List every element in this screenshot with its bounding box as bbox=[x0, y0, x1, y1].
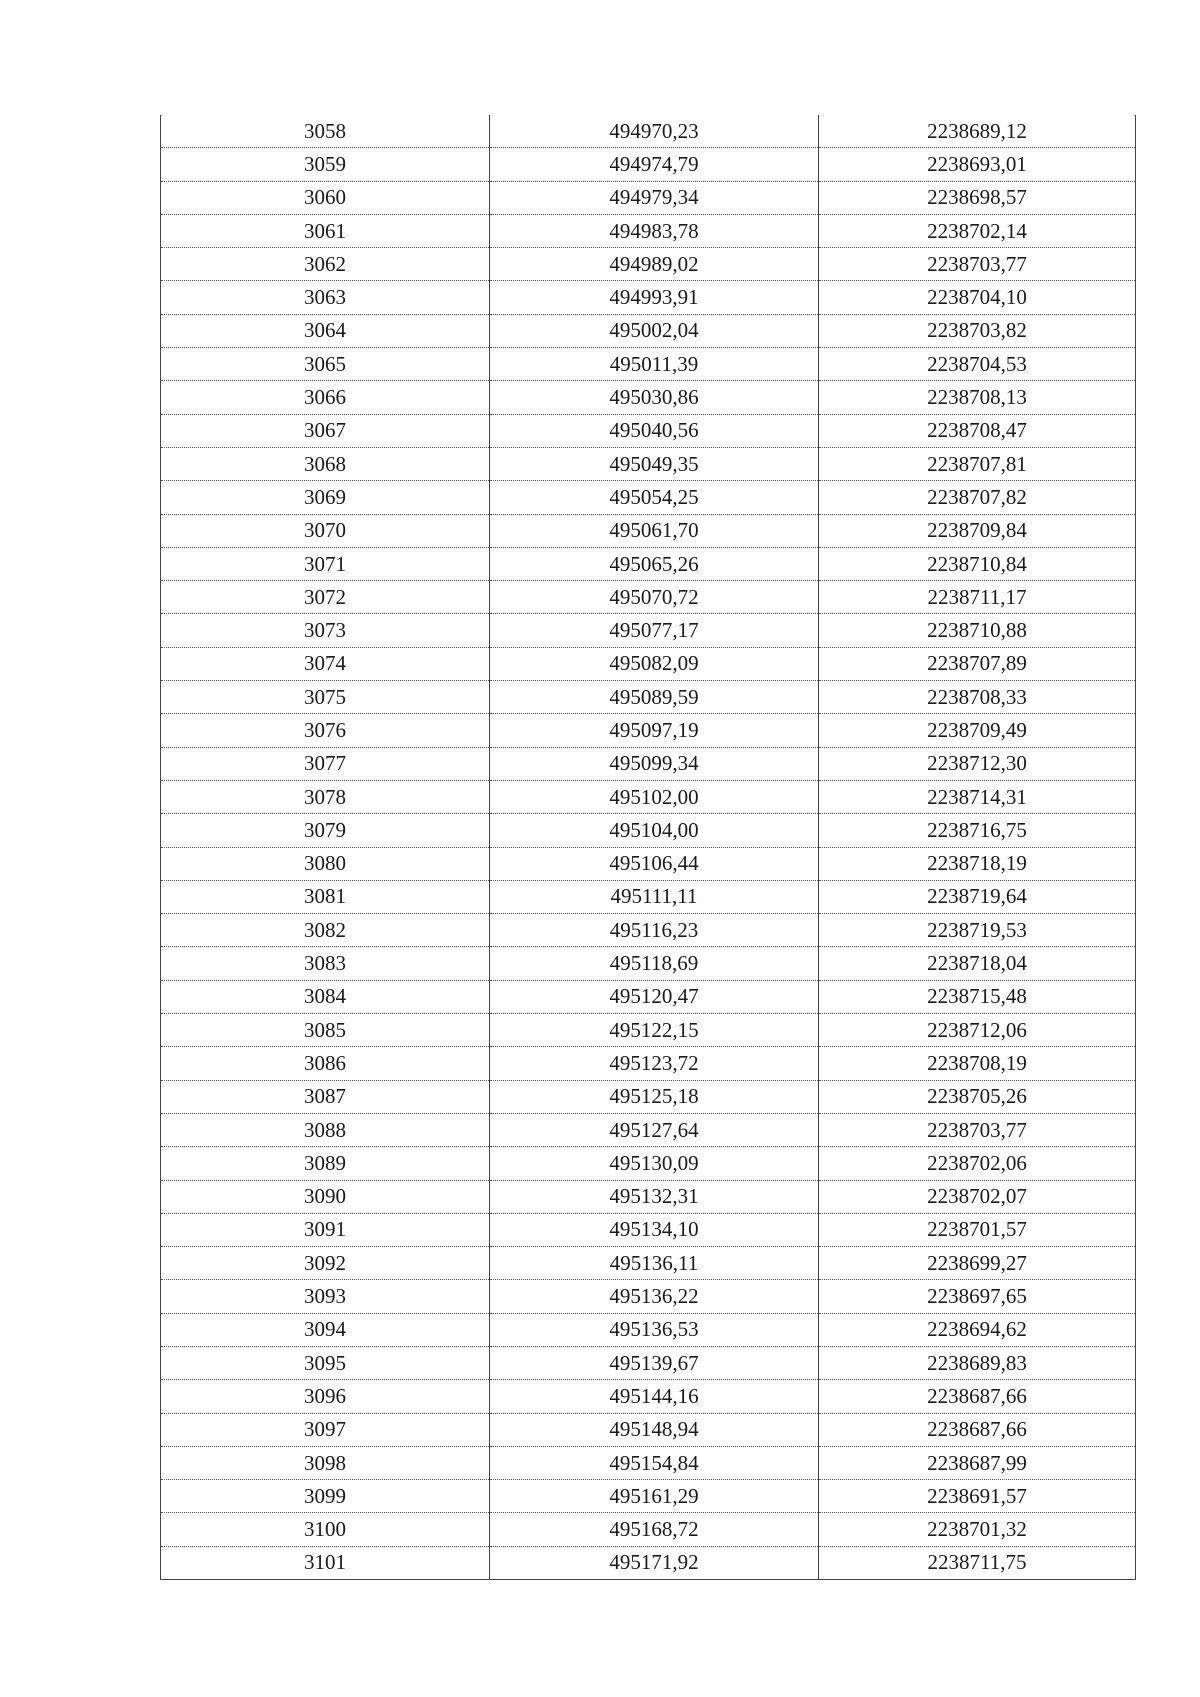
point-number-cell: 3086 bbox=[161, 1047, 490, 1080]
table-row bbox=[161, 314, 1136, 347]
point-number-cell: 3082 bbox=[161, 914, 490, 947]
y-coordinate-cell: 2238689,83 bbox=[819, 1346, 1136, 1379]
table-row bbox=[161, 381, 1136, 414]
point-number-cell: 3081 bbox=[161, 880, 490, 913]
x-coordinate-cell: 495054,25 bbox=[490, 481, 819, 514]
y-coordinate-cell: 2238715,48 bbox=[819, 980, 1136, 1013]
y-coordinate-cell: 2238699,27 bbox=[819, 1247, 1136, 1280]
y-coordinate-cell: 2238703,77 bbox=[819, 248, 1136, 281]
point-number-cell: 3060 bbox=[161, 181, 490, 214]
table-row bbox=[161, 514, 1136, 547]
x-coordinate-cell: 494993,91 bbox=[490, 281, 819, 314]
x-coordinate-cell: 494989,02 bbox=[490, 248, 819, 281]
x-coordinate-cell: 495132,31 bbox=[490, 1180, 819, 1213]
point-number-cell: 3067 bbox=[161, 414, 490, 447]
table-row bbox=[161, 281, 1136, 314]
point-number-cell: 3068 bbox=[161, 447, 490, 480]
x-coordinate-cell: 495061,70 bbox=[490, 514, 819, 547]
x-coordinate-cell: 495065,26 bbox=[490, 547, 819, 580]
y-coordinate-cell: 2238711,75 bbox=[819, 1546, 1136, 1579]
point-number-cell: 3095 bbox=[161, 1346, 490, 1379]
x-coordinate-cell: 495120,47 bbox=[490, 980, 819, 1013]
point-number-cell: 3090 bbox=[161, 1180, 490, 1213]
table-row bbox=[161, 547, 1136, 580]
point-number-cell: 3063 bbox=[161, 281, 490, 314]
x-coordinate-cell: 495139,67 bbox=[490, 1346, 819, 1379]
table-row bbox=[161, 414, 1136, 447]
point-number-cell: 3074 bbox=[161, 647, 490, 680]
x-coordinate-cell: 495097,19 bbox=[490, 714, 819, 747]
y-coordinate-cell: 2238708,33 bbox=[819, 681, 1136, 714]
point-number-cell: 3064 bbox=[161, 314, 490, 347]
point-number-cell: 3101 bbox=[161, 1546, 490, 1579]
x-coordinate-cell: 495136,53 bbox=[490, 1313, 819, 1346]
point-number-cell: 3076 bbox=[161, 714, 490, 747]
x-coordinate-cell: 495127,64 bbox=[490, 1113, 819, 1146]
y-coordinate-cell: 2238716,75 bbox=[819, 814, 1136, 847]
y-coordinate-cell: 2238703,77 bbox=[819, 1113, 1136, 1146]
y-coordinate-cell: 2238712,30 bbox=[819, 747, 1136, 780]
point-number-cell: 3072 bbox=[161, 581, 490, 614]
y-coordinate-cell: 2238714,31 bbox=[819, 780, 1136, 813]
x-coordinate-cell: 495049,35 bbox=[490, 447, 819, 480]
table-row bbox=[161, 481, 1136, 514]
x-coordinate-cell: 495106,44 bbox=[490, 847, 819, 880]
point-number-cell: 3059 bbox=[161, 148, 490, 181]
y-coordinate-cell: 2238707,89 bbox=[819, 647, 1136, 680]
y-coordinate-cell: 2238711,17 bbox=[819, 581, 1136, 614]
table-row bbox=[161, 1213, 1136, 1246]
table-row bbox=[161, 214, 1136, 247]
y-coordinate-cell: 2238687,66 bbox=[819, 1413, 1136, 1446]
table-row bbox=[161, 847, 1136, 880]
y-coordinate-cell: 2238693,01 bbox=[819, 148, 1136, 181]
y-coordinate-cell: 2238701,32 bbox=[819, 1513, 1136, 1546]
table-row bbox=[161, 947, 1136, 980]
x-coordinate-cell: 495134,10 bbox=[490, 1213, 819, 1246]
point-number-cell: 3066 bbox=[161, 381, 490, 414]
y-coordinate-cell: 2238691,57 bbox=[819, 1480, 1136, 1513]
x-coordinate-cell: 495011,39 bbox=[490, 348, 819, 381]
point-number-cell: 3089 bbox=[161, 1147, 490, 1180]
point-number-cell: 3094 bbox=[161, 1313, 490, 1346]
table-row bbox=[161, 1480, 1136, 1513]
table-row bbox=[161, 181, 1136, 214]
table-row bbox=[161, 447, 1136, 480]
table-row bbox=[161, 614, 1136, 647]
x-coordinate-cell: 495168,72 bbox=[490, 1513, 819, 1546]
table-row bbox=[161, 1147, 1136, 1180]
y-coordinate-cell: 2238705,26 bbox=[819, 1080, 1136, 1113]
point-number-cell: 3061 bbox=[161, 214, 490, 247]
table-row bbox=[161, 1313, 1136, 1346]
point-number-cell: 3083 bbox=[161, 947, 490, 980]
y-coordinate-cell: 2238702,14 bbox=[819, 214, 1136, 247]
x-coordinate-cell: 494974,79 bbox=[490, 148, 819, 181]
table-row bbox=[161, 1080, 1136, 1113]
y-coordinate-cell: 2238703,82 bbox=[819, 314, 1136, 347]
table-row bbox=[161, 1380, 1136, 1413]
point-number-cell: 3084 bbox=[161, 980, 490, 1013]
table-row bbox=[161, 714, 1136, 747]
x-coordinate-cell: 495030,86 bbox=[490, 381, 819, 414]
x-coordinate-cell: 495136,11 bbox=[490, 1247, 819, 1280]
x-coordinate-cell: 495122,15 bbox=[490, 1014, 819, 1047]
x-coordinate-cell: 495040,56 bbox=[490, 414, 819, 447]
x-coordinate-cell: 494979,34 bbox=[490, 181, 819, 214]
y-coordinate-cell: 2238698,57 bbox=[819, 181, 1136, 214]
y-coordinate-cell: 2238687,99 bbox=[819, 1446, 1136, 1479]
table-row bbox=[161, 1446, 1136, 1479]
point-number-cell: 3091 bbox=[161, 1213, 490, 1246]
x-coordinate-cell: 495111,11 bbox=[490, 880, 819, 913]
table-row bbox=[161, 681, 1136, 714]
y-coordinate-cell: 2238707,81 bbox=[819, 447, 1136, 480]
y-coordinate-cell: 2238710,84 bbox=[819, 547, 1136, 580]
table-row bbox=[161, 880, 1136, 913]
point-number-cell: 3088 bbox=[161, 1113, 490, 1146]
table-row bbox=[161, 914, 1136, 947]
table-row bbox=[161, 1014, 1136, 1047]
y-coordinate-cell: 2238709,49 bbox=[819, 714, 1136, 747]
x-coordinate-cell: 495148,94 bbox=[490, 1413, 819, 1446]
y-coordinate-cell: 2238709,84 bbox=[819, 514, 1136, 547]
coordinates-table bbox=[160, 115, 1136, 1580]
x-coordinate-cell: 495136,22 bbox=[490, 1280, 819, 1313]
table-row bbox=[161, 348, 1136, 381]
y-coordinate-cell: 2238704,53 bbox=[819, 348, 1136, 381]
x-coordinate-cell: 495102,00 bbox=[490, 780, 819, 813]
x-coordinate-cell: 495082,09 bbox=[490, 647, 819, 680]
point-number-cell: 3100 bbox=[161, 1513, 490, 1546]
y-coordinate-cell: 2238702,07 bbox=[819, 1180, 1136, 1213]
point-number-cell: 3097 bbox=[161, 1413, 490, 1446]
y-coordinate-cell: 2238712,06 bbox=[819, 1014, 1136, 1047]
y-coordinate-cell: 2238718,19 bbox=[819, 847, 1136, 880]
x-coordinate-cell: 495154,84 bbox=[490, 1446, 819, 1479]
point-number-cell: 3093 bbox=[161, 1280, 490, 1313]
table-row bbox=[161, 148, 1136, 181]
point-number-cell: 3085 bbox=[161, 1014, 490, 1047]
point-number-cell: 3099 bbox=[161, 1480, 490, 1513]
table-row bbox=[161, 1280, 1136, 1313]
coordinates-table-body bbox=[161, 115, 1136, 1580]
table-row bbox=[161, 581, 1136, 614]
point-number-cell: 3079 bbox=[161, 814, 490, 847]
table-row bbox=[161, 1047, 1136, 1080]
point-number-cell: 3078 bbox=[161, 780, 490, 813]
table-row bbox=[161, 780, 1136, 813]
x-coordinate-cell: 495144,16 bbox=[490, 1380, 819, 1413]
x-coordinate-cell: 495070,72 bbox=[490, 581, 819, 614]
point-number-cell: 3073 bbox=[161, 614, 490, 647]
table-row bbox=[161, 980, 1136, 1013]
x-coordinate-cell: 495099,34 bbox=[490, 747, 819, 780]
table-row bbox=[161, 647, 1136, 680]
x-coordinate-cell: 495130,09 bbox=[490, 1147, 819, 1180]
y-coordinate-cell: 2238719,64 bbox=[819, 880, 1136, 913]
point-number-cell: 3098 bbox=[161, 1446, 490, 1479]
x-coordinate-cell: 495125,18 bbox=[490, 1080, 819, 1113]
x-coordinate-cell: 495002,04 bbox=[490, 314, 819, 347]
point-number-cell: 3069 bbox=[161, 481, 490, 514]
y-coordinate-cell: 2238708,47 bbox=[819, 414, 1136, 447]
point-number-cell: 3071 bbox=[161, 547, 490, 580]
x-coordinate-cell: 495104,00 bbox=[490, 814, 819, 847]
table-row bbox=[161, 814, 1136, 847]
y-coordinate-cell: 2238704,10 bbox=[819, 281, 1136, 314]
table-row bbox=[161, 1247, 1136, 1280]
x-coordinate-cell: 495171,92 bbox=[490, 1546, 819, 1579]
x-coordinate-cell: 495118,69 bbox=[490, 947, 819, 980]
table-row bbox=[161, 1346, 1136, 1379]
y-coordinate-cell: 2238718,04 bbox=[819, 947, 1136, 980]
point-number-cell: 3092 bbox=[161, 1247, 490, 1280]
x-coordinate-cell: 495123,72 bbox=[490, 1047, 819, 1080]
point-number-cell: 3087 bbox=[161, 1080, 490, 1113]
table-row bbox=[161, 1413, 1136, 1446]
table-row bbox=[161, 1180, 1136, 1213]
y-coordinate-cell: 2238708,13 bbox=[819, 381, 1136, 414]
x-coordinate-cell: 495089,59 bbox=[490, 681, 819, 714]
y-coordinate-cell: 2238701,57 bbox=[819, 1213, 1136, 1246]
y-coordinate-cell: 2238708,19 bbox=[819, 1047, 1136, 1080]
x-coordinate-cell: 494983,78 bbox=[490, 214, 819, 247]
point-number-cell: 3080 bbox=[161, 847, 490, 880]
table-row bbox=[161, 248, 1136, 281]
y-coordinate-cell: 2238710,88 bbox=[819, 614, 1136, 647]
table-row bbox=[161, 1546, 1136, 1579]
table-row bbox=[161, 1513, 1136, 1546]
point-number-cell: 3070 bbox=[161, 514, 490, 547]
point-number-cell: 3058 bbox=[161, 115, 490, 148]
point-number-cell: 3062 bbox=[161, 248, 490, 281]
table-row bbox=[161, 747, 1136, 780]
point-number-cell: 3065 bbox=[161, 348, 490, 381]
table-row bbox=[161, 115, 1136, 148]
x-coordinate-cell: 494970,23 bbox=[490, 115, 819, 148]
y-coordinate-cell: 2238707,82 bbox=[819, 481, 1136, 514]
x-coordinate-cell: 495077,17 bbox=[490, 614, 819, 647]
point-number-cell: 3077 bbox=[161, 747, 490, 780]
y-coordinate-cell: 2238687,66 bbox=[819, 1380, 1136, 1413]
y-coordinate-cell: 2238694,62 bbox=[819, 1313, 1136, 1346]
y-coordinate-cell: 2238697,65 bbox=[819, 1280, 1136, 1313]
y-coordinate-cell: 2238719,53 bbox=[819, 914, 1136, 947]
x-coordinate-cell: 495116,23 bbox=[490, 914, 819, 947]
x-coordinate-cell: 495161,29 bbox=[490, 1480, 819, 1513]
point-number-cell: 3096 bbox=[161, 1380, 490, 1413]
point-number-cell: 3075 bbox=[161, 681, 490, 714]
y-coordinate-cell: 2238702,06 bbox=[819, 1147, 1136, 1180]
y-coordinate-cell: 2238689,12 bbox=[819, 115, 1136, 148]
table-row bbox=[161, 1113, 1136, 1146]
